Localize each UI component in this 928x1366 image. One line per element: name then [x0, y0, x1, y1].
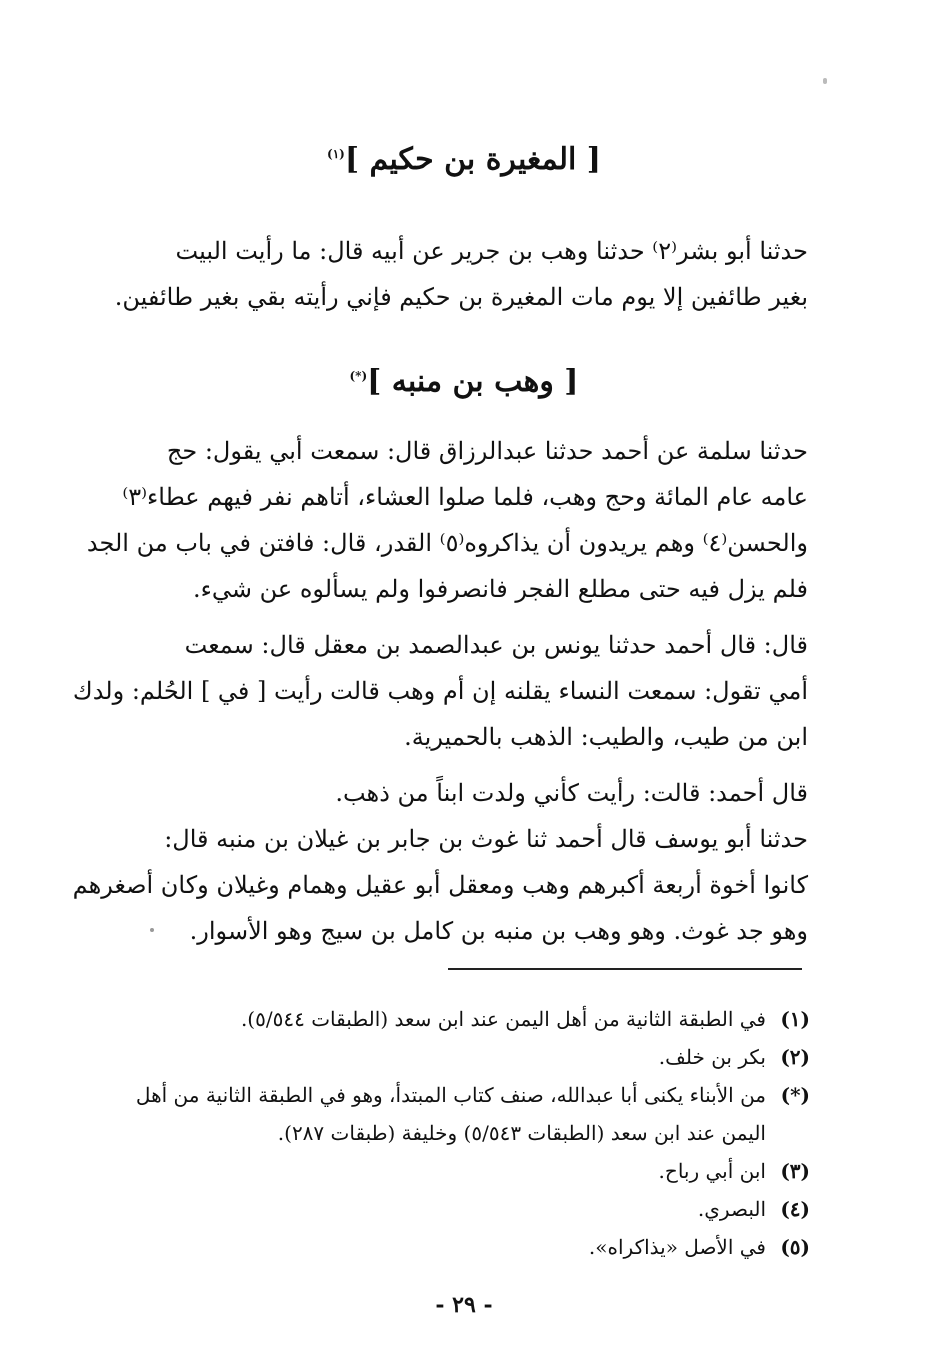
- heading-text: [ المغيرة بن حكيم ]: [344, 142, 601, 177]
- footnote-text: من الأبناء يكنى أبا عبدالله، صنف كتاب المبتدأ، وهو في الطبقة الثانية من أهل: [135, 1083, 766, 1107]
- paragraph-line: كانوا أخوة أربعة أكبرهم وهب ومعقل أبو عقيل وهمام وغيلان وكان أصغرهم: [72, 871, 808, 899]
- scan-speck: [150, 928, 154, 932]
- footnote-star: [100, 1076, 810, 1152]
- footnote-divider: [448, 968, 802, 970]
- paragraph-line: حدثنا سلمة عن أحمد حدثنا عبدالرزاق قال: سمعت أبي يقول: حج: [166, 437, 808, 465]
- footnote-number: (*): [780, 1083, 810, 1107]
- paragraph-3: [72, 622, 808, 760]
- paragraph-line: بغير طائفين إلا يوم مات المغيرة بن حكيم فإني رأيته بقي بغير طائفين.: [114, 283, 808, 311]
- footnote-text: البصري.: [697, 1197, 766, 1221]
- paragraph-line: فلم يزل فيه حتى مطلع الفجر فانصرفوا ولم يسألوه عن شيء.: [192, 575, 808, 603]
- paragraph-4: [72, 770, 808, 954]
- footnote-ref: (١): [327, 147, 345, 161]
- footnote-5: [100, 1228, 810, 1266]
- footnote-1: [100, 1000, 810, 1038]
- footnote-number: (١): [780, 1007, 810, 1031]
- paragraph-line: حدثنا أبو بشر⁽٢⁾ حدثنا وهب بن جرير عن أبيه قال: ما رأيت البيت: [175, 237, 808, 265]
- footnotes: [100, 1000, 810, 1266]
- footnote-3: [100, 1152, 810, 1190]
- section-heading-wahb: [0, 362, 928, 402]
- paragraph-line: أمي تقول: سمعت النساء يقلنه إن أم وهب قالت رأيت [ في ] الحُلم: ولدك: [72, 677, 808, 705]
- page-number: - ٢٩ -: [435, 1292, 493, 1318]
- footnote-2: [100, 1038, 810, 1076]
- footnote-number: (٥): [780, 1235, 810, 1259]
- paragraph-line: وهو جد غوث. وهو وهب بن منبه بن كامل بن سيج وهو الأسوار.: [189, 917, 808, 945]
- footnote-number: (٢): [780, 1045, 810, 1069]
- paragraph-line: قال أحمد: قالت: رأيت كأني ولدت ابناً من ذهب.: [335, 779, 808, 807]
- footnote-text: ابن أبي رباح.: [658, 1159, 766, 1183]
- footnote-number: (٣): [780, 1159, 810, 1183]
- footnote-4: [100, 1190, 810, 1228]
- paragraph-2: [86, 428, 808, 612]
- footnote-ref: (*): [349, 369, 368, 383]
- paragraph-line: والحسن⁽٤⁾ وهم يريدون أن يذاكروه⁽٥⁾ القدر، قال: فافتن في باب من الجد: [86, 529, 808, 557]
- footnote-text: بكر بن خلف.: [658, 1045, 766, 1069]
- heading-text: [ وهب بن منبه ]: [367, 364, 579, 399]
- paragraph-line: ابن من طيب، والطيب: الذهب بالحميرية.: [404, 723, 808, 751]
- footnote-text: في الأصل «يذاكراه».: [588, 1235, 766, 1259]
- scan-speck: [823, 78, 827, 84]
- paragraph-line: حدثنا أبو يوسف قال أحمد ثنا غوث بن جابر بن غيلان بن منبه قال:: [164, 825, 808, 853]
- footnote-text: في الطبقة الثانية من أهل اليمن عند ابن سعد (الطبقات ٥/٥٤٤).: [240, 1007, 766, 1031]
- paragraph-line: عامه عام المائة وحج وهب، فلما صلوا العشاء، أتاهم نفر فيهم عطاء⁽٣⁾: [122, 483, 808, 511]
- paragraph-line: قال: قال أحمد حدثنا يونس بن عبدالصمد بن معقل قال: سمعت: [184, 631, 808, 659]
- footnote-number: (٤): [780, 1197, 810, 1221]
- footnote-text: اليمن عند ابن سعد (الطبقات ٥/٥٤٣) وخليفة (طبقات ٢٨٧).: [277, 1121, 766, 1145]
- paragraph-1: [96, 228, 808, 320]
- section-heading-mughira: [0, 140, 928, 180]
